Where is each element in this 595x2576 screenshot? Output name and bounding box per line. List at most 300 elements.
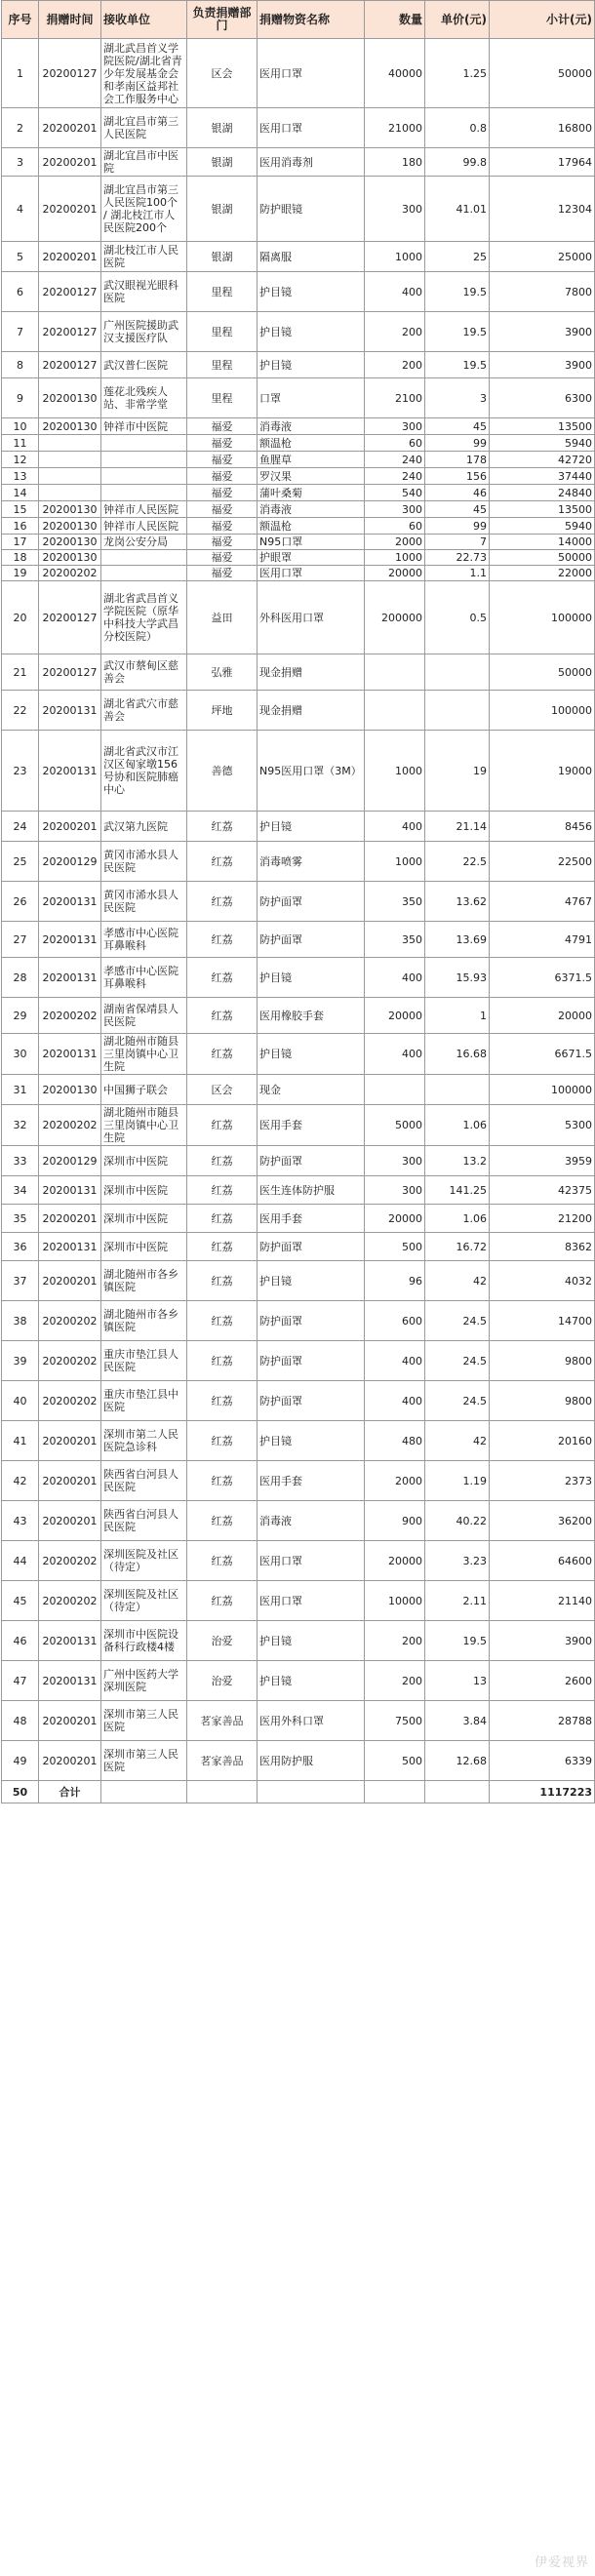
table-cell: 红荔 xyxy=(187,812,258,842)
table-cell: 武汉市蔡甸区慈善会 xyxy=(101,654,187,691)
table-cell: 深圳市中医院设备科行政楼4楼 xyxy=(101,1621,187,1661)
table-cell: 20200127 xyxy=(39,654,101,691)
table-cell: 1.06 xyxy=(425,1105,490,1146)
table-cell: 红荔 xyxy=(187,1105,258,1146)
table-cell: 31 xyxy=(2,1075,39,1105)
table-cell: 黄冈市浠水县人民医院 xyxy=(101,882,187,922)
table-cell: 防护面罩 xyxy=(258,922,365,958)
total-empty-cell xyxy=(425,1781,490,1803)
table-cell: 20200131 xyxy=(39,1233,101,1261)
table-cell: 15 xyxy=(2,501,39,518)
table-cell: 180 xyxy=(365,148,425,177)
table-cell: 22.73 xyxy=(425,550,490,566)
table-cell: 福爱 xyxy=(187,501,258,518)
table-cell: 20200201 xyxy=(39,1421,101,1461)
table-cell: 银湖 xyxy=(187,242,258,272)
table-cell: 4791 xyxy=(490,922,595,958)
table-cell: 钟祥市人民医院 xyxy=(101,501,187,518)
table-row xyxy=(2,1075,595,1105)
table-cell: 2 xyxy=(2,108,39,148)
total-value: 1117223 xyxy=(490,1781,595,1803)
table-cell: 龙岗公安分局 xyxy=(101,535,187,550)
table-row xyxy=(2,998,595,1034)
table-row xyxy=(2,1233,595,1261)
table-cell: 300 xyxy=(365,177,425,242)
table-cell: 13500 xyxy=(490,418,595,435)
table-cell: 消毒液 xyxy=(258,418,365,435)
table-cell: 13500 xyxy=(490,501,595,518)
table-cell: 20200127 xyxy=(39,272,101,312)
table-cell: 武汉眼视光眼科医院 xyxy=(101,272,187,312)
table-cell: 福爱 xyxy=(187,418,258,435)
table-cell: 24840 xyxy=(490,485,595,501)
table-cell: 陕西省白河县人民医院 xyxy=(101,1461,187,1501)
table-row xyxy=(2,352,595,378)
table-cell: 13 xyxy=(2,468,39,485)
table-cell: 5940 xyxy=(490,435,595,452)
table-cell: 益田 xyxy=(187,581,258,654)
table-row xyxy=(2,177,595,242)
table-cell: 32 xyxy=(2,1105,39,1146)
table-cell: 27 xyxy=(2,922,39,958)
table-cell: 20200130 xyxy=(39,518,101,535)
table-cell: 20200130 xyxy=(39,535,101,550)
table-cell: 口罩 xyxy=(258,378,365,418)
table-cell: 14 xyxy=(2,485,39,501)
table-cell: 2000 xyxy=(365,1461,425,1501)
table-cell: 湖北随州市随县三里岗镇中心卫生院 xyxy=(101,1034,187,1075)
table-cell: 隔离服 xyxy=(258,242,365,272)
table-cell: 红荔 xyxy=(187,922,258,958)
table-cell xyxy=(101,485,187,501)
table-cell: 16800 xyxy=(490,108,595,148)
table-cell: 福爱 xyxy=(187,566,258,581)
table-cell: 20000 xyxy=(365,1541,425,1581)
table-cell: 14700 xyxy=(490,1301,595,1341)
table-cell: 1000 xyxy=(365,842,425,882)
table-cell: 湖北随州市各乡镇医院 xyxy=(101,1261,187,1301)
table-cell: 20200131 xyxy=(39,1661,101,1701)
table-cell: 红荔 xyxy=(187,1233,258,1261)
table-cell: 44 xyxy=(2,1541,39,1581)
table-cell: 护目镜 xyxy=(258,312,365,352)
table-cell: 护目镜 xyxy=(258,1621,365,1661)
table-cell: 2.11 xyxy=(425,1581,490,1621)
table-row xyxy=(2,654,595,691)
table-cell: 20200131 xyxy=(39,922,101,958)
table-cell: 29 xyxy=(2,998,39,1034)
table-cell: 20200129 xyxy=(39,842,101,882)
table-cell: 13.2 xyxy=(425,1146,490,1176)
table-row xyxy=(2,842,595,882)
table-cell: 24.5 xyxy=(425,1341,490,1381)
table-cell: 护目镜 xyxy=(258,1421,365,1461)
table-cell: 20000 xyxy=(365,1205,425,1233)
table-row xyxy=(2,39,595,108)
table-cell: 湖北省武昌首义学院医院（原华中科技大学武昌分校医院） xyxy=(101,581,187,654)
table-cell: 7800 xyxy=(490,272,595,312)
table-cell: 银湖 xyxy=(187,108,258,148)
table-cell: 7 xyxy=(2,312,39,352)
table-row xyxy=(2,485,595,501)
table-cell: 防护面罩 xyxy=(258,1146,365,1176)
table-cell: 6371.5 xyxy=(490,958,595,998)
table-cell: 医用防护服 xyxy=(258,1741,365,1781)
table-cell: 护目镜 xyxy=(258,352,365,378)
table-cell: 25 xyxy=(425,242,490,272)
table-cell: 22 xyxy=(2,691,39,731)
table-row xyxy=(2,1581,595,1621)
table-cell: 99.8 xyxy=(425,148,490,177)
table-cell: 治爱 xyxy=(187,1661,258,1701)
table-cell: 福爱 xyxy=(187,535,258,550)
table-cell: 1.1 xyxy=(425,566,490,581)
table-cell: 20200131 xyxy=(39,1034,101,1075)
table-row xyxy=(2,378,595,418)
table-cell: 21 xyxy=(2,654,39,691)
table-cell: 141.25 xyxy=(425,1176,490,1205)
table-cell: 22500 xyxy=(490,842,595,882)
table-header-row xyxy=(2,1,595,39)
table-row xyxy=(2,148,595,177)
table-cell: 5300 xyxy=(490,1105,595,1146)
table-cell: 20200201 xyxy=(39,1701,101,1741)
table-cell: 罗汉果 xyxy=(258,468,365,485)
table-body xyxy=(2,39,595,1803)
table-cell: 红荔 xyxy=(187,998,258,1034)
table-cell: 20160 xyxy=(490,1421,595,1461)
table-cell: 深圳市中医院 xyxy=(101,1233,187,1261)
table-cell: 46 xyxy=(425,485,490,501)
table-cell: 1000 xyxy=(365,731,425,812)
table-cell: 64600 xyxy=(490,1541,595,1581)
table-row xyxy=(2,1205,595,1233)
table-row xyxy=(2,1661,595,1701)
table-cell: 黄冈市浠水县人民医院 xyxy=(101,842,187,882)
table-cell: 240 xyxy=(365,468,425,485)
total-cell: 50 xyxy=(2,1781,39,1803)
table-cell: 20000 xyxy=(365,566,425,581)
table-cell: 200 xyxy=(365,1661,425,1701)
table-row xyxy=(2,468,595,485)
table-cell xyxy=(365,1075,425,1105)
table-cell: 广州中医药大学深圳医院 xyxy=(101,1661,187,1701)
table-cell: 50000 xyxy=(490,550,595,566)
table-cell: 41 xyxy=(2,1421,39,1461)
table-cell: 红荔 xyxy=(187,1146,258,1176)
table-cell xyxy=(101,468,187,485)
table-cell xyxy=(365,691,425,731)
table-cell: 33 xyxy=(2,1146,39,1176)
table-cell: 红荔 xyxy=(187,1381,258,1421)
table-row xyxy=(2,1461,595,1501)
table-cell: 300 xyxy=(365,1176,425,1205)
table-cell: 湖北武昌首义学院医院/湖北省青少年发展基金会和孝南区益邦社会工作服务中心 xyxy=(101,39,187,108)
table-cell: 护目镜 xyxy=(258,1661,365,1701)
table-cell: 6671.5 xyxy=(490,1034,595,1075)
table-cell: 0.5 xyxy=(425,581,490,654)
table-cell: 178 xyxy=(425,452,490,468)
table-cell: 600 xyxy=(365,1301,425,1341)
table-cell: 400 xyxy=(365,1381,425,1421)
table-cell xyxy=(39,435,101,452)
table-cell: 20000 xyxy=(490,998,595,1034)
table-cell: 300 xyxy=(365,1146,425,1176)
table-cell: 20200202 xyxy=(39,1105,101,1146)
table-cell: 20200130 xyxy=(39,550,101,566)
table-cell: N95医用口罩（3M） xyxy=(258,731,365,812)
table-cell: 9 xyxy=(2,378,39,418)
table-cell: 40 xyxy=(2,1381,39,1421)
table-cell: 15.93 xyxy=(425,958,490,998)
table-cell: 6339 xyxy=(490,1741,595,1781)
table-cell: 医生连体防护服 xyxy=(258,1176,365,1205)
table-cell: 福爱 xyxy=(187,550,258,566)
table-cell: 26 xyxy=(2,882,39,922)
table-cell: 60 xyxy=(365,518,425,535)
table-cell: 3 xyxy=(2,148,39,177)
table-row xyxy=(2,1105,595,1146)
table-cell: 深圳市中医院 xyxy=(101,1205,187,1233)
table-cell: 14000 xyxy=(490,535,595,550)
table-cell: 鱼腥草 xyxy=(258,452,365,468)
table-cell: 200 xyxy=(365,1621,425,1661)
table-cell: 20200202 xyxy=(39,1541,101,1581)
table-cell: 20200202 xyxy=(39,998,101,1034)
table-cell: 孝感市中心医院耳鼻喉科 xyxy=(101,958,187,998)
table-cell: 湖北枝江市人民医院 xyxy=(101,242,187,272)
table-cell: 武汉普仁医院 xyxy=(101,352,187,378)
total-empty-cell xyxy=(365,1781,425,1803)
table-cell: 20200202 xyxy=(39,566,101,581)
table-cell: 50000 xyxy=(490,39,595,108)
table-cell: 20 xyxy=(2,581,39,654)
table-cell: 17964 xyxy=(490,148,595,177)
table-cell: 医用消毒剂 xyxy=(258,148,365,177)
table-cell: 防护面罩 xyxy=(258,1381,365,1421)
table-cell: 护目镜 xyxy=(258,272,365,312)
table-cell: 200000 xyxy=(365,581,425,654)
table-cell: 2100 xyxy=(365,378,425,418)
table-cell xyxy=(365,654,425,691)
table-row xyxy=(2,1501,595,1541)
table-cell: 43 xyxy=(2,1501,39,1541)
table-row xyxy=(2,312,595,352)
table-cell: 陕西省白河县人民医院 xyxy=(101,1501,187,1541)
table-cell: 36 xyxy=(2,1233,39,1261)
table-cell: 24.5 xyxy=(425,1381,490,1421)
table-cell: 50000 xyxy=(490,654,595,691)
table-cell xyxy=(39,485,101,501)
table-cell: 医用口罩 xyxy=(258,1541,365,1581)
table-row xyxy=(2,1421,595,1461)
table-cell: 20200201 xyxy=(39,1741,101,1781)
table-cell: 湖北宜昌市中医院 xyxy=(101,148,187,177)
table-row xyxy=(2,581,595,654)
table-cell: 医用口罩 xyxy=(258,39,365,108)
table-row xyxy=(2,1741,595,1781)
table-cell: 深圳市第三人民医院 xyxy=(101,1741,187,1781)
table-cell: 4 xyxy=(2,177,39,242)
table-cell: 19.5 xyxy=(425,312,490,352)
table-cell: 1000 xyxy=(365,242,425,272)
table-cell: 25 xyxy=(2,842,39,882)
table-cell: 500 xyxy=(365,1233,425,1261)
table-cell: 红荔 xyxy=(187,1541,258,1581)
table-cell: 20200202 xyxy=(39,1301,101,1341)
table-cell xyxy=(101,435,187,452)
table-cell: 34 xyxy=(2,1176,39,1205)
table-cell: 47 xyxy=(2,1661,39,1701)
header-index: 序号 xyxy=(2,1,39,39)
table-cell: 300 xyxy=(365,501,425,518)
table-cell: 240 xyxy=(365,452,425,468)
table-cell: 武汉第九医院 xyxy=(101,812,187,842)
table-cell: 善德 xyxy=(187,731,258,812)
table-cell: 里程 xyxy=(187,378,258,418)
table-cell: 额温枪 xyxy=(258,435,365,452)
table-cell: 200 xyxy=(365,352,425,378)
table-cell: 21.14 xyxy=(425,812,490,842)
table-cell: 19 xyxy=(2,566,39,581)
donation-table xyxy=(1,0,595,1803)
table-cell: 96 xyxy=(365,1261,425,1301)
table-cell: 消毒液 xyxy=(258,501,365,518)
table-cell: 红荔 xyxy=(187,1501,258,1541)
table-cell: 100000 xyxy=(490,691,595,731)
table-cell: 48 xyxy=(2,1701,39,1741)
table-cell: 10 xyxy=(2,418,39,435)
table-cell: 20200201 xyxy=(39,1205,101,1233)
table-cell: 湖北随州市随县三里岗镇中心卫生院 xyxy=(101,1105,187,1146)
table-cell: 弘雅 xyxy=(187,654,258,691)
table-cell: 重庆市垫江县人民医院 xyxy=(101,1341,187,1381)
table-row xyxy=(2,922,595,958)
table-cell: 深圳医院及社区（待定） xyxy=(101,1541,187,1581)
table-cell: 8362 xyxy=(490,1233,595,1261)
table-cell: 现金捐赠 xyxy=(258,691,365,731)
table-cell xyxy=(425,691,490,731)
table-cell: 37 xyxy=(2,1261,39,1301)
table-cell xyxy=(39,468,101,485)
table-cell: 消毒喷雾 xyxy=(258,842,365,882)
table-cell: 42 xyxy=(425,1261,490,1301)
table-cell: 6300 xyxy=(490,378,595,418)
table-cell: 20000 xyxy=(365,998,425,1034)
table-cell: 13 xyxy=(425,1661,490,1701)
table-cell: 深圳市第三人民医院 xyxy=(101,1701,187,1741)
table-cell: 红荔 xyxy=(187,958,258,998)
table-cell: 60 xyxy=(365,435,425,452)
table-cell: 20200131 xyxy=(39,1621,101,1661)
table-cell: 湖北省武穴市慈善会 xyxy=(101,691,187,731)
table-row xyxy=(2,958,595,998)
table-cell: 里程 xyxy=(187,272,258,312)
table-cell: 红荔 xyxy=(187,842,258,882)
total-cell: 合计 xyxy=(39,1781,101,1803)
table-row xyxy=(2,501,595,518)
table-cell: 福爱 xyxy=(187,468,258,485)
table-cell: 46 xyxy=(2,1621,39,1661)
table-cell: 钟祥市中医院 xyxy=(101,418,187,435)
table-cell: 400 xyxy=(365,1341,425,1381)
table-cell: 12304 xyxy=(490,177,595,242)
table-cell: 蒲叶桑菊 xyxy=(258,485,365,501)
table-cell: 20200131 xyxy=(39,691,101,731)
table-cell: 20200127 xyxy=(39,39,101,108)
table-cell: 20200201 xyxy=(39,1501,101,1541)
table-cell: 外科医用口罩 xyxy=(258,581,365,654)
table-cell: 40.22 xyxy=(425,1501,490,1541)
table-row xyxy=(2,1621,595,1661)
table-cell: 42720 xyxy=(490,452,595,468)
table-cell: 16.72 xyxy=(425,1233,490,1261)
table-cell xyxy=(425,654,490,691)
table-row xyxy=(2,566,595,581)
table-cell: 1000 xyxy=(365,550,425,566)
table-cell: 银湖 xyxy=(187,177,258,242)
table-cell: 20200201 xyxy=(39,108,101,148)
table-cell: 20200131 xyxy=(39,882,101,922)
table-cell: 防护面罩 xyxy=(258,1341,365,1381)
table-cell: 37440 xyxy=(490,468,595,485)
table-cell: 20200202 xyxy=(39,1341,101,1381)
table-cell: 6 xyxy=(2,272,39,312)
table-cell: 19.5 xyxy=(425,1621,490,1661)
watermark: 伊爱视界 xyxy=(534,2556,589,2570)
table-cell: 99 xyxy=(425,435,490,452)
table-cell: 20200202 xyxy=(39,1381,101,1421)
table-cell: 19000 xyxy=(490,731,595,812)
table-row xyxy=(2,242,595,272)
table-cell: 38 xyxy=(2,1301,39,1341)
table-cell: 现金捐赠 xyxy=(258,654,365,691)
table-cell: 1.25 xyxy=(425,39,490,108)
table-cell: 3.84 xyxy=(425,1701,490,1741)
table-cell: 18 xyxy=(2,550,39,566)
table-cell: 中国狮子联会 xyxy=(101,1075,187,1105)
table-cell: 红荔 xyxy=(187,1301,258,1341)
table-cell: 200 xyxy=(365,312,425,352)
table-cell: 20200127 xyxy=(39,352,101,378)
table-cell: 16.68 xyxy=(425,1034,490,1075)
table-cell: 45 xyxy=(425,418,490,435)
table-cell: 1.19 xyxy=(425,1461,490,1501)
table-cell: 8456 xyxy=(490,812,595,842)
table-cell: 防护眼镜 xyxy=(258,177,365,242)
table-row xyxy=(2,1301,595,1341)
table-cell: 湖北省武汉市江汉区匈家墩156号协和医院肺癌中心 xyxy=(101,731,187,812)
table-cell: 13.69 xyxy=(425,922,490,958)
table-cell: 2000 xyxy=(365,535,425,550)
table-cell: 医用手套 xyxy=(258,1105,365,1146)
table-cell: 3900 xyxy=(490,352,595,378)
table-cell: 9800 xyxy=(490,1381,595,1421)
table-row xyxy=(2,272,595,312)
table-cell: 21000 xyxy=(365,108,425,148)
table-cell xyxy=(101,452,187,468)
table-cell: 23 xyxy=(2,731,39,812)
table-cell: 3900 xyxy=(490,312,595,352)
table-cell: 4032 xyxy=(490,1261,595,1301)
table-cell xyxy=(101,566,187,581)
table-cell: 12.68 xyxy=(425,1741,490,1781)
table-cell: 莲花北残疾人站、非常学堂 xyxy=(101,378,187,418)
table-cell: 20200201 xyxy=(39,1461,101,1501)
table-row xyxy=(2,435,595,452)
table-cell: 20200202 xyxy=(39,1581,101,1621)
table-cell: 区会 xyxy=(187,39,258,108)
